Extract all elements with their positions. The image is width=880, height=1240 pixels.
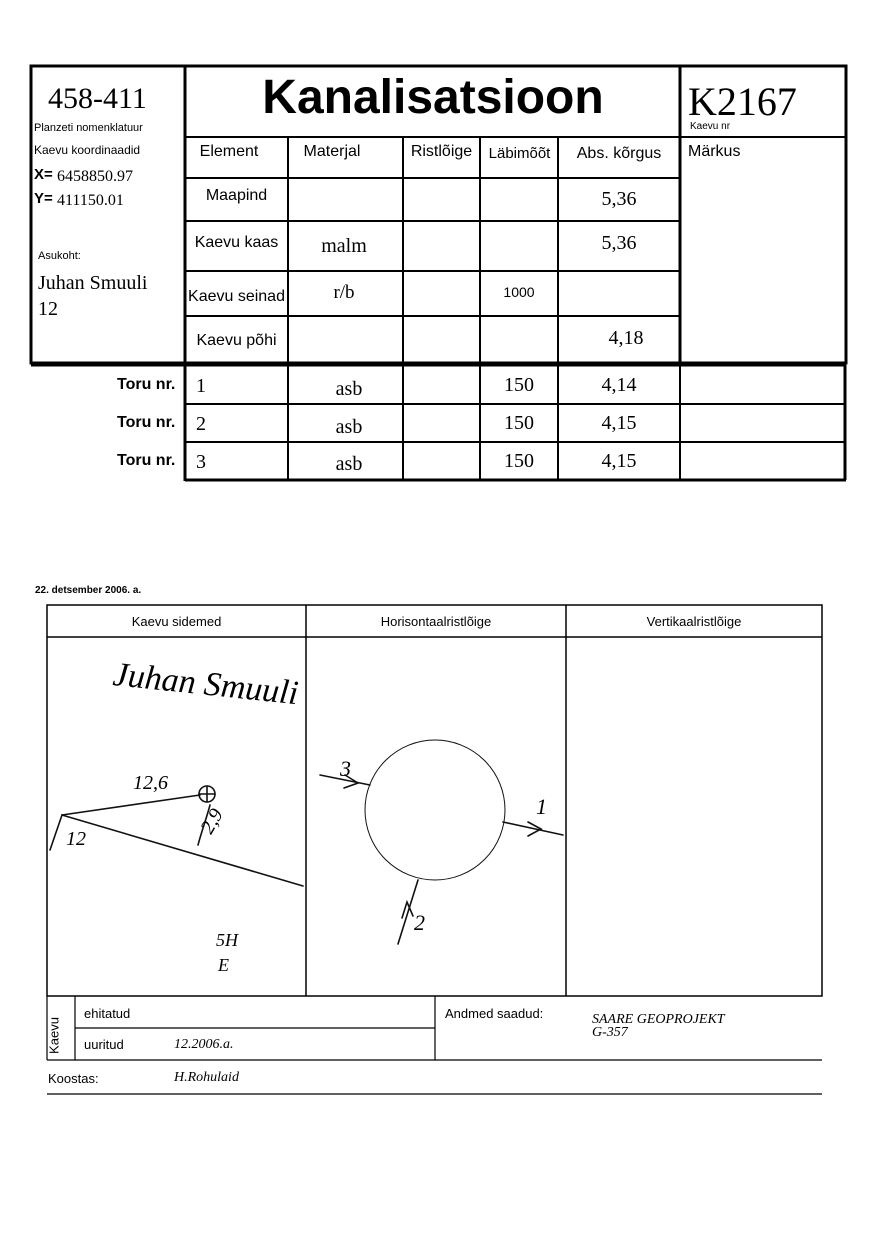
surveyed-label: uuritud: [84, 1037, 124, 1052]
pipe-diameter: 150: [504, 374, 534, 396]
row-element: Kaevu seinad: [188, 288, 285, 305]
sketch-distance-a: 12,6: [133, 772, 168, 794]
location-line2: 12: [38, 298, 58, 320]
row-element: Kaevu kaas: [194, 234, 279, 251]
row-diameter: 1000: [503, 284, 535, 300]
pipe-label: Toru nr.: [117, 376, 176, 393]
built-label: ehitatud: [84, 1006, 131, 1021]
road-line: [62, 815, 303, 886]
pipe-material: asb: [335, 416, 363, 438]
location-line1: Juhan Smuuli: [38, 272, 148, 294]
pipe-1-label: 1: [536, 794, 547, 819]
surveyed-value: 12.2006.a.: [174, 1037, 234, 1052]
well-no-value: K2167: [688, 79, 797, 124]
row-material: malm: [321, 235, 367, 257]
x-value: 6458850.97: [57, 168, 133, 185]
sketch-header-connections: Kaevu sidemed: [131, 614, 222, 629]
col-header-element: Element: [199, 143, 259, 160]
data-source-value: SAARE GEOPROJEKT: [592, 1012, 725, 1027]
well-no-label: Kaevu nr: [690, 121, 731, 132]
pipe-2-label: 2: [414, 910, 425, 935]
y-label: Y=: [34, 190, 53, 207]
pipe-no: 3: [196, 451, 206, 473]
col-header-height: Abs. kõrgus: [576, 145, 662, 162]
row-material: r/b: [333, 282, 355, 303]
road-line: [62, 795, 200, 815]
pipe-material: asb: [335, 378, 363, 400]
date: 22. detsember 2006. a.: [35, 585, 142, 596]
row-height: 5,36: [601, 232, 637, 254]
data-source-label: Andmed saadud:: [445, 1006, 544, 1021]
sketch-header-horizontal: Horisontaalristlõige: [380, 614, 492, 629]
data-source-code: G-357: [592, 1025, 628, 1040]
manhole-circle: [365, 740, 505, 880]
pipe-no: 1: [196, 375, 206, 397]
pipe-height: 4,15: [601, 450, 637, 472]
col-header-cross: Ristlõige: [410, 143, 473, 160]
road-line: [50, 815, 62, 850]
sketch-house-a: 5H: [216, 930, 238, 950]
pipe-label: Toru nr.: [117, 414, 176, 431]
sketch-distance-b: 2,9: [196, 804, 228, 838]
y-value: 411150.01: [57, 192, 124, 209]
col-header-notes: Märkus: [688, 143, 741, 160]
pipe-no: 2: [196, 413, 206, 435]
pipe-label: Toru nr.: [117, 452, 176, 469]
row-height: 5,36: [601, 188, 637, 210]
col-header-diameter: Läbimõõt: [488, 145, 551, 162]
location-label: Asukoht:: [38, 250, 81, 262]
row-height: 4,18: [608, 327, 644, 349]
sketch-house-b: E: [218, 955, 229, 975]
pipe-material: asb: [335, 453, 363, 475]
row-element: Maapind: [205, 187, 268, 204]
col-header-material: Materjal: [303, 143, 361, 160]
pipe-3-label: 3: [340, 756, 351, 781]
footer-side-label: Kaevu: [46, 1017, 62, 1054]
sketch-corner-number: 12: [66, 828, 86, 850]
compiled-value: H.Rohulaid: [174, 1070, 239, 1085]
x-label: X=: [34, 166, 53, 183]
coords-label: Kaevu koordinaadid: [34, 143, 141, 157]
pipe-height: 4,15: [601, 412, 637, 434]
page-title: Kanalisatsioon: [262, 71, 604, 124]
compiled-label: Koostas:: [48, 1071, 99, 1086]
pipe-height: 4,14: [601, 374, 637, 396]
row-element: Kaevu põhi: [196, 332, 277, 349]
sketch-header-vertical: Vertikaalristlõige: [646, 614, 742, 629]
pipe-diameter: 150: [504, 450, 534, 472]
map-sheet-label: Planzeti nomenklatuur: [34, 122, 143, 134]
map-sheet-value: 458-411: [48, 82, 147, 115]
sketch-street-name: Juhan Smuuli: [111, 656, 301, 713]
pipe-diameter: 150: [504, 412, 534, 434]
